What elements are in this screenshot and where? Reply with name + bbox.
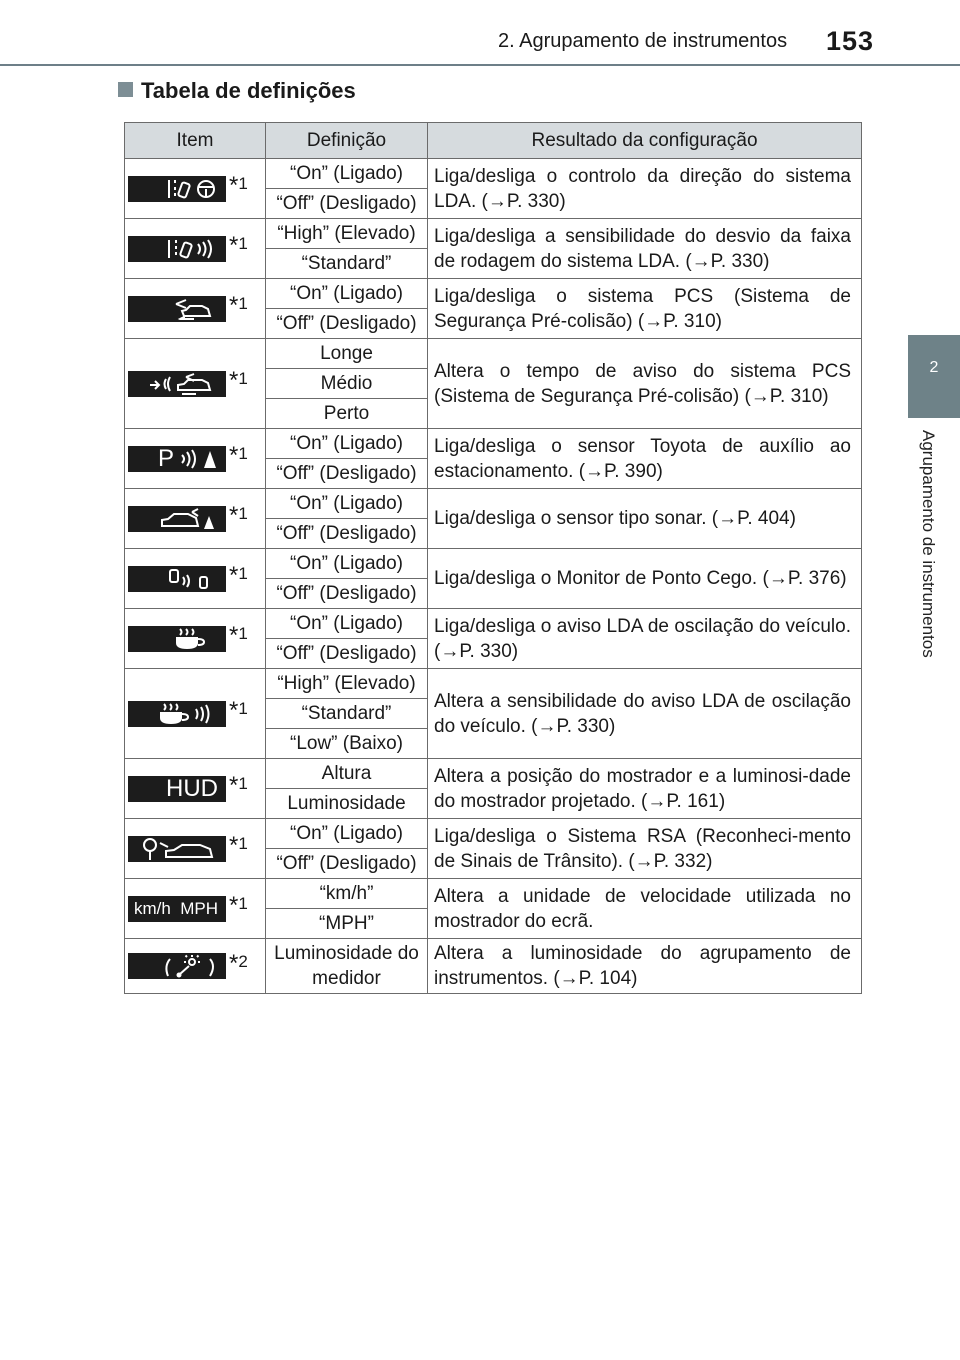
- item-cell: [125, 279, 266, 339]
- section-heading: [118, 78, 356, 104]
- item-cell: [125, 219, 266, 279]
- result-cell: Liga/desliga o Sistema RSA (Reconheci-mento de Sinais de Trânsito). (→P. 332): [428, 819, 862, 879]
- definition-cell: Luminosidade: [266, 789, 428, 819]
- result-cell: Liga/desliga o controlo da direção do sistema LDA. (→P. 330): [428, 159, 862, 219]
- definition-cell: Perto: [266, 399, 428, 429]
- item-cell: [125, 489, 266, 549]
- chapter-tab-number: 2: [929, 359, 939, 376]
- result-cell: Liga/desliga o aviso LDA de oscilação do veículo. (→P. 330): [428, 609, 862, 669]
- result-cell: Altera a sensibilidade do aviso LDA de oscilação do veículo. (→P. 330): [428, 669, 862, 759]
- icon-label: P: [157, 445, 174, 472]
- header-definition: Definição: [266, 123, 428, 159]
- brightness-icon: [128, 953, 226, 979]
- table-row: [125, 609, 862, 639]
- item-cell: [125, 939, 266, 994]
- definition-cell: “On” (Ligado): [266, 159, 428, 189]
- table-row: [125, 819, 862, 849]
- result-cell: Altera a luminosidade do agrupamento de instrumentos. (→P. 104): [428, 939, 862, 994]
- definition-cell: “Off” (Desligado): [266, 579, 428, 609]
- result-cell: Liga/desliga o sensor tipo sonar. (→P. 404): [428, 489, 862, 549]
- pcs-timing-icon: [128, 371, 226, 397]
- footnote-marker: *1: [229, 892, 248, 919]
- definition-cell: Longe: [266, 339, 428, 369]
- definition-cell: “On” (Ligado): [266, 429, 428, 459]
- footnote-marker: *1: [229, 232, 248, 259]
- definition-cell: “On” (Ligado): [266, 609, 428, 639]
- item-cell: [125, 429, 266, 489]
- header-rule: [0, 64, 960, 66]
- item-cell: [125, 759, 266, 819]
- table-row: [125, 159, 862, 189]
- footnote-marker: *1: [229, 502, 248, 529]
- footnote-marker: *1: [229, 172, 248, 199]
- definition-cell: “Off” (Desligado): [266, 189, 428, 219]
- footnote-marker: *1: [229, 367, 248, 394]
- definition-cell: “On” (Ligado): [266, 819, 428, 849]
- definition-cell: “On” (Ligado): [266, 279, 428, 309]
- result-cell: Liga/desliga o Monitor de Ponto Cego. (→P. 376): [428, 549, 862, 609]
- definition-cell: “km/h”: [266, 879, 428, 909]
- result-cell: Altera o tempo de aviso do sistema PCS (Sistema de Segurança Pré-colisão) (→P. 310): [428, 339, 862, 429]
- item-cell: [125, 609, 266, 669]
- definition-cell: “MPH”: [266, 909, 428, 939]
- pcs-icon: [128, 296, 226, 322]
- footnote-marker: *1: [229, 772, 248, 799]
- result-cell: Liga/desliga o sensor Toyota de auxílio ao estacionamento. (→P. 390): [428, 429, 862, 489]
- definition-cell: “High” (Elevado): [266, 669, 428, 699]
- lda-sensitivity-icon: [128, 236, 226, 262]
- definition-cell: “On” (Ligado): [266, 549, 428, 579]
- rsa-icon: [128, 836, 226, 862]
- icon-label: HUD: [166, 775, 218, 802]
- speed-unit-icon: [128, 896, 226, 922]
- definition-cell: Médio: [266, 369, 428, 399]
- table-row: [125, 939, 862, 994]
- table-row: [125, 339, 862, 369]
- table-header-row: [125, 123, 862, 159]
- definition-cell: “Low” (Baixo): [266, 729, 428, 759]
- definition-cell: Luminosidade do medidor: [266, 939, 428, 994]
- parking-assist-icon: [128, 446, 226, 472]
- table-row: [125, 279, 862, 309]
- table-row: [125, 669, 862, 699]
- table-row: [125, 759, 862, 789]
- icon-label: km/h MPH: [133, 899, 218, 918]
- result-cell: Altera a unidade de velocidade utilizada no mostrador do ecrã.: [428, 879, 862, 939]
- sonar-icon: [128, 506, 226, 532]
- definition-cell: Altura: [266, 759, 428, 789]
- definition-cell: “Off” (Desligado): [266, 309, 428, 339]
- result-cell: Liga/desliga o sistema PCS (Sistema de Segurança Pré-colisão) (→P. 310): [428, 279, 862, 339]
- definition-cell: “Standard”: [266, 249, 428, 279]
- table-row: [125, 879, 862, 909]
- definition-cell: “Off” (Desligado): [266, 849, 428, 879]
- settings-table: [124, 122, 862, 994]
- sway-warning-icon: [128, 626, 226, 652]
- footnote-marker: *1: [229, 442, 248, 469]
- section-title: Tabela de definições: [141, 78, 356, 103]
- definition-cell: “Off” (Desligado): [266, 459, 428, 489]
- result-cell: Altera a posição do mostrador e a luminosi-dade do mostrador projetado. (→P. 161): [428, 759, 862, 819]
- footnote-marker: *1: [229, 622, 248, 649]
- sway-sensitivity-icon: [128, 701, 226, 727]
- definition-cell: “Off” (Desligado): [266, 519, 428, 549]
- table-row: [125, 219, 862, 249]
- item-cell: [125, 339, 266, 429]
- footnote-marker: *1: [229, 832, 248, 859]
- blind-spot-icon: [128, 566, 226, 592]
- item-cell: [125, 159, 266, 219]
- heading-square-icon: [118, 82, 133, 97]
- definition-cell: “Standard”: [266, 699, 428, 729]
- definition-cell: “Off” (Desligado): [266, 639, 428, 669]
- footnote-marker: *1: [229, 697, 248, 724]
- footnote-marker: *2: [229, 949, 248, 977]
- footnote-marker: *1: [229, 562, 248, 589]
- item-cell: [125, 879, 266, 939]
- chapter-tab-label: Agrupamento de instrumentos: [919, 430, 938, 658]
- result-cell: Liga/desliga a sensibilidade do desvio da faixa de rodagem do sistema LDA. (→P. 330): [428, 219, 862, 279]
- definition-cell: “On” (Ligado): [266, 489, 428, 519]
- item-cell: [125, 549, 266, 609]
- header-item: Item: [125, 123, 266, 159]
- hud-icon: [128, 776, 226, 802]
- header-title: 2. Agrupamento de instrumentos: [498, 30, 788, 52]
- page-number: 153: [826, 26, 875, 56]
- header-result: Resultado da configuração: [428, 123, 862, 159]
- table-row: [125, 549, 862, 579]
- item-cell: [125, 669, 266, 759]
- table-row: [125, 429, 862, 459]
- footnote-marker: *1: [229, 292, 248, 319]
- item-cell: [125, 819, 266, 879]
- definition-cell: “High” (Elevado): [266, 219, 428, 249]
- table-row: [125, 489, 862, 519]
- lda-steering-icon: [128, 176, 226, 202]
